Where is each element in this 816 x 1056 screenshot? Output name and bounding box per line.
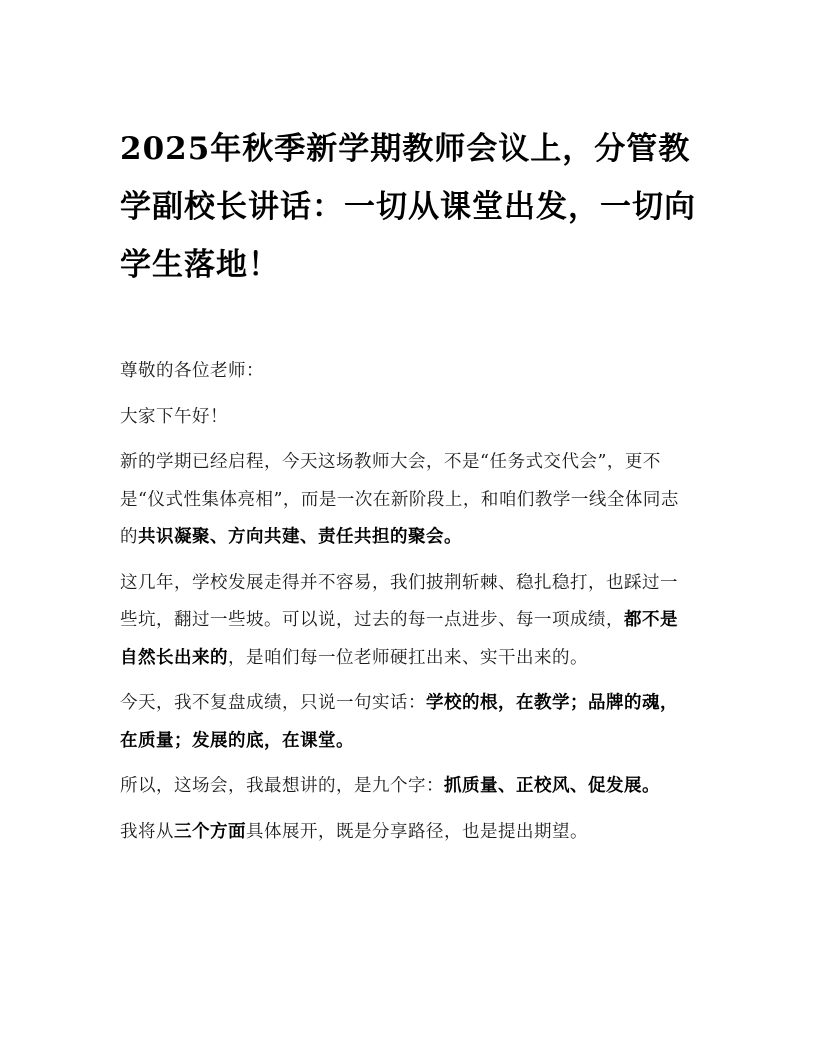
text-segment: 尊敬的各位老师： <box>120 361 264 381</box>
paragraph-intro <box>120 444 692 557</box>
bold-text-segment: 共识凝聚、方向共建、责任共担的聚会。 <box>138 527 462 547</box>
text-segment: ，是咱们每一位老师硬扛出来、实干出来的。 <box>228 647 588 668</box>
paragraph-past <box>120 565 692 678</box>
bold-text-segment: 三个方面 <box>174 821 246 842</box>
text-segment: 具体展开，既是分享路径，也是提出期望。 <box>246 821 588 842</box>
bold-text-segment: 都不是自然长出来的 <box>120 610 678 668</box>
text-segment: 我将从 <box>120 821 174 842</box>
text-segment: 所以，这场会，我最想讲的，是九个字： <box>120 776 444 796</box>
text-segment: 新的学期已经启程，今天这场教师大会，不是“任务式交代会”，更不是“仪式性集体亮相”，而是一次在新阶段上，和咱们教学一线全体同志的 <box>120 452 679 547</box>
paragraph-three-aspects <box>120 814 692 852</box>
text-segment: 今天，我不复盘成绩，只说一句实话： <box>120 693 426 713</box>
bold-text-segment: 学校的根，在教学；品牌的魂，在质量；发展的底，在课堂。 <box>120 693 678 751</box>
text-segment: 这几年，学校发展走得并不容易，我们披荆斩棘、稳扎稳打，也踩过一些坑，翻过一些坡。可以说，过去的每一点进步、每一项成绩， <box>120 572 678 630</box>
paragraph-greeting <box>120 353 692 391</box>
paragraph-nine-characters <box>120 768 692 806</box>
paragraph-hello <box>120 399 692 437</box>
document-body <box>120 353 692 859</box>
paragraph-today <box>120 685 692 760</box>
document-title: 2025年秋季新学期教师会议上，分管教学副校长讲话：一切从课堂出发，一切向学生落地！ <box>120 131 696 283</box>
bold-text-segment: 抓质量、正校风、促发展。 <box>444 776 660 796</box>
text-segment: 大家下午好！ <box>120 406 228 427</box>
